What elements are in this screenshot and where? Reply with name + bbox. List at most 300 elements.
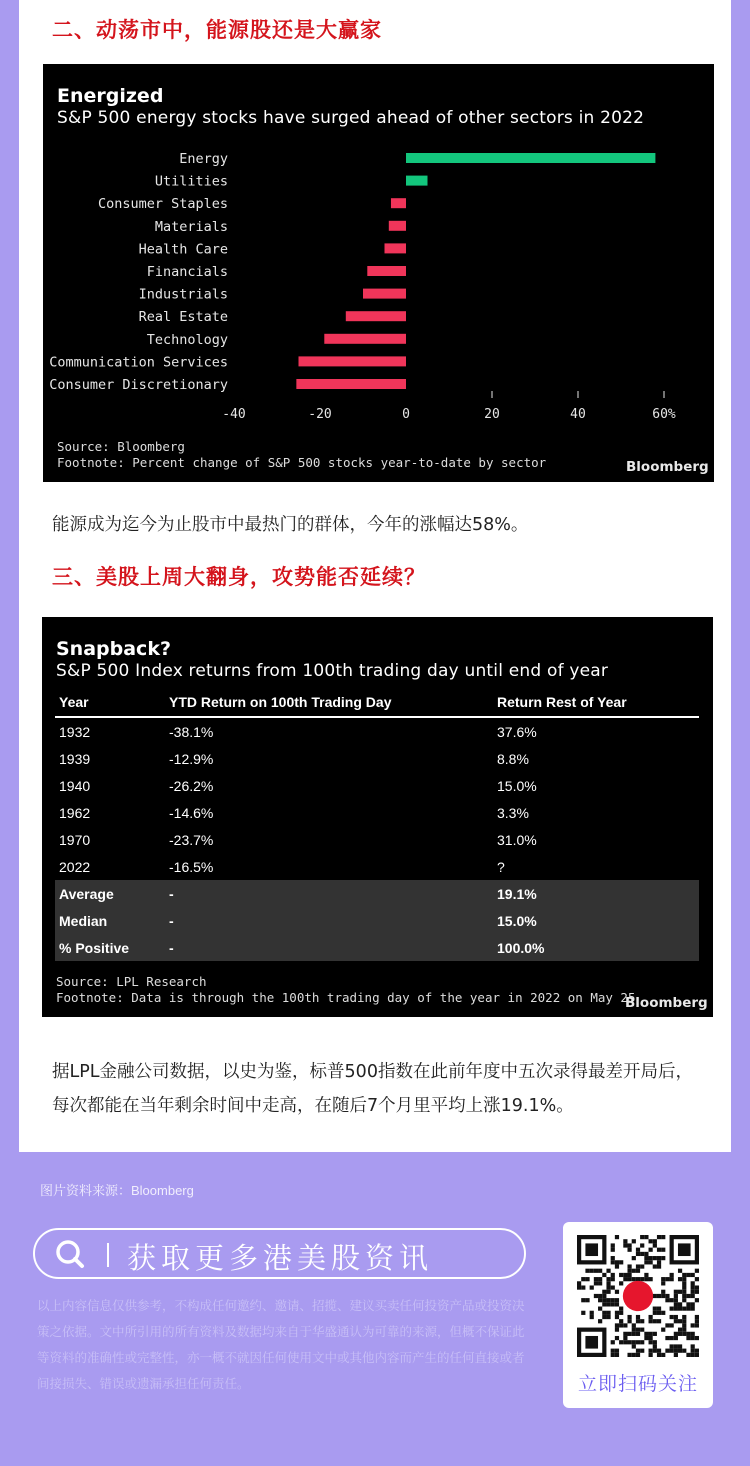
qr-module — [632, 1332, 636, 1336]
category-label: Technology — [146, 331, 228, 348]
qr-module — [640, 1243, 644, 1247]
qr-module — [640, 1328, 644, 1332]
qr-module — [678, 1349, 682, 1353]
qr-module — [636, 1248, 640, 1252]
bar — [363, 289, 406, 299]
qr-module — [665, 1294, 669, 1298]
qr-module — [674, 1307, 678, 1311]
table-cell: 8.8% — [497, 750, 529, 767]
qr-module — [682, 1277, 686, 1281]
qr-module — [644, 1252, 648, 1256]
qr-module — [682, 1273, 686, 1277]
qr-module — [627, 1243, 631, 1247]
qr-module — [640, 1235, 644, 1239]
table-cell: 15.0% — [497, 777, 537, 794]
qr-module — [691, 1285, 695, 1289]
qr-module — [602, 1273, 606, 1277]
table-title: Snapback? — [56, 638, 171, 660]
qr-module — [581, 1277, 585, 1281]
table-row — [55, 745, 699, 772]
qr-module — [594, 1277, 598, 1281]
qr-module — [577, 1281, 581, 1285]
qr-module — [615, 1298, 619, 1302]
qr-module — [611, 1248, 615, 1252]
qr-module — [695, 1290, 699, 1294]
qr-module — [674, 1349, 678, 1353]
qr-module — [695, 1269, 699, 1273]
search-icon — [51, 1234, 91, 1274]
qr-module — [636, 1349, 640, 1353]
table-footnote: Footnote: Data is through the 100th trading day of the year in 2022 on May 25 — [56, 990, 636, 1005]
qr-module — [636, 1340, 640, 1344]
search-banner[interactable] — [33, 1228, 526, 1279]
qr-module — [615, 1260, 619, 1264]
table-cell: -23.7% — [169, 831, 214, 848]
category-label: Financials — [146, 264, 228, 280]
qr-module — [640, 1349, 644, 1353]
qr-module — [627, 1273, 631, 1277]
bar — [406, 176, 428, 186]
qr-module — [678, 1277, 682, 1281]
qr-module — [615, 1353, 619, 1357]
qr-module — [678, 1302, 682, 1306]
qr-module — [640, 1264, 644, 1268]
table-cell: 3.3% — [497, 804, 529, 821]
qr-module — [611, 1298, 615, 1302]
qr-module — [653, 1239, 657, 1243]
qr-module — [674, 1315, 678, 1319]
qr-module — [602, 1302, 606, 1306]
qr-module — [615, 1323, 619, 1327]
qr-module — [581, 1285, 585, 1289]
qr-module — [674, 1332, 678, 1336]
qr-module — [598, 1319, 602, 1323]
qr-module — [691, 1349, 695, 1353]
qr-module — [691, 1307, 695, 1311]
table-cell: % Positive — [59, 939, 130, 956]
qr-module — [632, 1269, 636, 1273]
qr-module — [678, 1269, 682, 1273]
qr-module — [611, 1349, 615, 1353]
table-cell: 37.6% — [497, 723, 537, 740]
table-source: Source: LPL Research — [56, 974, 207, 989]
qr-module — [594, 1269, 598, 1273]
qr-module — [649, 1336, 653, 1340]
qr-module — [649, 1315, 653, 1319]
qr-module — [606, 1311, 610, 1315]
qr-module — [657, 1349, 661, 1353]
qr-module — [686, 1336, 690, 1340]
qr-module — [682, 1323, 686, 1327]
bloomberg-logo: Bloomberg — [626, 459, 709, 475]
qr-module — [682, 1328, 686, 1332]
qr-module — [598, 1294, 602, 1298]
table-row — [55, 826, 699, 853]
category-label: Consumer Staples — [97, 196, 228, 213]
table-cell: Average — [59, 885, 114, 902]
qr-module — [691, 1273, 695, 1277]
table-cell: -16.5% — [169, 858, 214, 875]
qr-module — [678, 1243, 691, 1256]
qr-module — [611, 1302, 615, 1306]
qr-module — [611, 1256, 615, 1260]
qr-module — [644, 1235, 648, 1239]
qr-module — [606, 1298, 610, 1302]
qr-module — [657, 1311, 661, 1315]
qr-card[interactable] — [563, 1222, 713, 1408]
table-cell: 1970 — [59, 831, 91, 848]
qr-module — [649, 1248, 653, 1252]
category-label: Industrials — [138, 286, 228, 303]
qr-module — [644, 1260, 648, 1264]
qr-module — [657, 1260, 661, 1264]
qr-module — [665, 1277, 669, 1281]
qr-module — [678, 1290, 682, 1294]
qr-module — [670, 1336, 674, 1340]
table-cell: -12.9% — [169, 750, 214, 767]
qr-module — [661, 1248, 665, 1252]
qr-module — [649, 1349, 653, 1353]
bar — [296, 379, 406, 389]
qr-module — [670, 1307, 674, 1311]
qr-module — [644, 1273, 648, 1277]
qr-module — [636, 1353, 640, 1357]
tick-label: 60% — [652, 407, 676, 422]
qr-module — [602, 1290, 606, 1294]
qr-module — [623, 1239, 627, 1243]
qr-module — [581, 1298, 585, 1302]
snapback-table-image — [42, 617, 713, 1017]
qr-module — [606, 1302, 610, 1306]
qr-module — [665, 1298, 669, 1302]
qr-module — [644, 1332, 648, 1336]
qr-module — [682, 1307, 686, 1311]
qr-module — [653, 1349, 657, 1353]
qr-module — [632, 1328, 636, 1332]
qr-module — [657, 1294, 661, 1298]
qr-module — [653, 1256, 657, 1260]
table-row — [55, 799, 699, 826]
tick-label: -40 — [222, 407, 246, 422]
qr-module — [632, 1323, 636, 1327]
table-header — [55, 688, 699, 718]
qr-module — [636, 1319, 640, 1323]
table-body — [55, 718, 699, 961]
qr-module — [615, 1336, 619, 1340]
table-subtitle: S&P 500 Index returns from 100th trading day until end of year — [56, 661, 609, 681]
qr-module — [678, 1319, 682, 1323]
qr-module — [644, 1336, 648, 1340]
qr-module — [627, 1277, 631, 1281]
table-cell: - — [169, 885, 174, 902]
stat-row — [55, 907, 699, 934]
table-cell: -38.1% — [169, 723, 214, 740]
table-cell: 1932 — [59, 723, 91, 740]
qr-module — [678, 1328, 682, 1332]
qr-module — [615, 1311, 619, 1315]
table-cell: 100.0% — [497, 939, 545, 956]
qr-caption: 立即扫码关注 — [577, 1373, 698, 1395]
chart-footnote: Footnote: Percent change of S&P 500 stocks year-to-date by sector — [57, 455, 547, 470]
qr-module — [627, 1269, 631, 1273]
qr-module — [691, 1281, 695, 1285]
qr-module — [695, 1323, 699, 1327]
qr-module — [632, 1239, 636, 1243]
qr-module — [640, 1277, 644, 1281]
col-year: Year — [59, 694, 89, 710]
qr-module — [636, 1332, 640, 1336]
qr-module — [665, 1323, 669, 1327]
bar — [391, 198, 406, 208]
qr-module — [661, 1235, 665, 1239]
qr-module — [674, 1353, 678, 1357]
qr-module — [632, 1353, 636, 1357]
qr-module — [602, 1298, 606, 1302]
qr-module — [611, 1273, 615, 1277]
qr-module — [585, 1277, 589, 1281]
qr-module — [636, 1328, 640, 1332]
qr-module — [691, 1336, 695, 1340]
category-label: Consumer Discretionary — [49, 377, 228, 393]
qr-module — [640, 1319, 644, 1323]
qr-module — [649, 1260, 653, 1264]
qr-module — [695, 1315, 699, 1319]
qr-module — [636, 1252, 640, 1256]
qr-module — [691, 1294, 695, 1298]
qr-module — [623, 1332, 627, 1336]
qr-module — [577, 1285, 581, 1289]
qr-module — [606, 1277, 610, 1281]
qr-module — [585, 1298, 589, 1302]
qr-module — [623, 1273, 627, 1277]
table-cell: 1962 — [59, 804, 91, 821]
stat-row — [55, 880, 699, 907]
qr-module — [611, 1277, 615, 1281]
qr-module — [691, 1323, 695, 1327]
qr-module — [661, 1277, 665, 1281]
table-cell: - — [169, 939, 174, 956]
bloomberg-logo: Bloomberg — [625, 995, 708, 1011]
qr-module — [632, 1256, 636, 1260]
qr-module — [670, 1273, 674, 1277]
qr-module — [686, 1332, 690, 1336]
qr-module — [670, 1323, 674, 1327]
qr-module — [686, 1294, 690, 1298]
qr-module — [606, 1290, 610, 1294]
tick-label: -20 — [308, 407, 332, 422]
search-banner-text: 获取更多港美股资讯 — [127, 1241, 434, 1275]
qr-module — [590, 1269, 594, 1273]
qr-module — [615, 1315, 619, 1319]
qr-module — [674, 1344, 678, 1348]
qr-module — [657, 1307, 661, 1311]
qr-module — [670, 1315, 674, 1319]
qr-module — [653, 1243, 657, 1247]
qr-module — [590, 1315, 594, 1319]
qr-module — [661, 1294, 665, 1298]
bar — [389, 221, 406, 231]
bar — [367, 266, 406, 276]
qr-module — [640, 1340, 644, 1344]
qr-module — [670, 1344, 674, 1348]
qr-module — [619, 1260, 623, 1264]
qr-module — [682, 1298, 686, 1302]
table-row — [55, 772, 699, 799]
section2-paragraph: 能源成为迄今为止股市中最热门的群体，今年的涨幅达58%。 — [52, 515, 529, 535]
section3-heading: 三、美股上周大翻身，攻势能否延续？ — [52, 565, 426, 589]
qr-module — [606, 1281, 610, 1285]
returns-table — [55, 688, 699, 961]
qr-module — [653, 1294, 657, 1298]
qr-module — [674, 1336, 678, 1340]
qr-module — [598, 1277, 602, 1281]
qr-module — [627, 1315, 631, 1319]
qr-module — [653, 1332, 657, 1336]
category-label: Utilities — [154, 173, 228, 190]
qr-module — [594, 1294, 598, 1298]
qr-module — [585, 1243, 598, 1256]
col-ytd: YTD Return on 100th Trading Day — [169, 694, 392, 710]
qr-module — [602, 1315, 606, 1319]
qr-module — [649, 1353, 653, 1357]
qr-module — [686, 1273, 690, 1277]
qr-module — [661, 1256, 665, 1260]
qr-code-icon — [577, 1235, 699, 1357]
table-row — [55, 718, 699, 745]
qr-module — [636, 1277, 640, 1281]
qr-module — [611, 1260, 615, 1264]
qr-module — [657, 1353, 661, 1357]
qr-module — [682, 1281, 686, 1285]
disclaimer: 以上内容信息仅供参考，不构成任何邀约、邀请、招揽、建议买卖任何投资产品或投资决策之依据。文中所引用的所有资料及数据均来自于华盛通认为可靠的来源，但概不保证此等资料的准确性或完整性，亦一概不就因任何使用文中或其他内容而产生的任何直接或者间接损失、错误或遗漏承担任何责任。 — [37, 1298, 525, 1391]
qr-module — [627, 1353, 631, 1357]
qr-module — [686, 1307, 690, 1311]
bar — [385, 243, 407, 253]
table-cell: 19.1% — [497, 885, 537, 902]
tick-label: 20 — [484, 407, 500, 422]
qr-module — [615, 1290, 619, 1294]
qr-module — [632, 1340, 636, 1344]
bar — [406, 153, 655, 163]
qr-module — [644, 1277, 648, 1281]
qr-module — [619, 1281, 623, 1285]
qr-module — [644, 1256, 648, 1260]
qr-module — [640, 1252, 644, 1256]
qr-module — [649, 1340, 653, 1344]
qr-module — [598, 1298, 602, 1302]
qr-module — [619, 1311, 623, 1315]
chart-subtitle: S&P 500 energy stocks have surged ahead of other sectors in 2022 — [57, 108, 645, 128]
qr-module — [590, 1285, 594, 1289]
qr-module — [627, 1340, 631, 1344]
qr-module — [682, 1290, 686, 1294]
qr-module — [661, 1311, 665, 1315]
qr-module — [632, 1344, 636, 1348]
qr-module — [695, 1353, 699, 1357]
qr-module — [623, 1277, 627, 1281]
tick-label: 40 — [570, 407, 586, 422]
qr-module — [615, 1302, 619, 1306]
qr-module — [590, 1311, 594, 1315]
qr-module — [691, 1332, 695, 1336]
qr-module — [636, 1264, 640, 1268]
table-cell: -26.2% — [169, 777, 214, 794]
table-cell: 2022 — [59, 858, 91, 875]
table-cell: 15.0% — [497, 912, 537, 929]
table-cell: Median — [59, 912, 108, 929]
image-source-note: 图片资料来源：Bloomberg — [40, 1183, 194, 1198]
category-label: Real Estate — [138, 309, 228, 326]
qr-module — [682, 1332, 686, 1336]
qr-module — [627, 1332, 631, 1336]
qr-module — [653, 1307, 657, 1311]
qr-module — [585, 1269, 589, 1273]
qr-module — [602, 1311, 606, 1315]
qr-module — [682, 1319, 686, 1323]
table-cell: -14.6% — [169, 804, 214, 821]
qr-module — [619, 1323, 623, 1327]
bar-chart-svg — [43, 64, 714, 444]
col-rest: Return Rest of Year — [497, 694, 627, 710]
qr-module — [602, 1294, 606, 1298]
table-cell: ? — [497, 858, 505, 875]
qr-module — [674, 1298, 678, 1302]
qr-module — [623, 1340, 627, 1344]
qr-module — [615, 1349, 619, 1353]
qr-module — [611, 1243, 615, 1247]
category-label: Materials — [154, 218, 228, 235]
qr-module — [619, 1273, 623, 1277]
separator — [107, 1243, 109, 1267]
qr-module — [611, 1285, 615, 1289]
qr-module — [695, 1285, 699, 1289]
bar — [299, 356, 407, 366]
qr-module — [606, 1315, 610, 1319]
qr-module — [623, 1323, 627, 1327]
qr-module — [665, 1349, 669, 1353]
qr-module — [657, 1235, 661, 1239]
qr-module — [661, 1353, 665, 1357]
qr-module — [661, 1328, 665, 1332]
qr-module — [682, 1315, 686, 1319]
qr-module — [636, 1315, 640, 1319]
qr-module — [674, 1294, 678, 1298]
qr-module — [636, 1269, 640, 1273]
qr-module — [653, 1319, 657, 1323]
qr-module — [682, 1294, 686, 1298]
qr-module — [695, 1298, 699, 1302]
category-label: Communication Services — [49, 354, 228, 371]
qr-module — [611, 1340, 615, 1344]
qr-module — [670, 1298, 674, 1302]
qr-module — [623, 1243, 627, 1247]
qr-module — [695, 1349, 699, 1353]
chart-source: Source: Bloomberg — [57, 439, 185, 454]
qr-module — [657, 1256, 661, 1260]
table-cell: - — [169, 912, 174, 929]
weibo-logo-icon — [623, 1281, 653, 1311]
qr-module — [691, 1353, 695, 1357]
table-cell: 1940 — [59, 777, 91, 794]
qr-module — [619, 1340, 623, 1344]
qr-module — [657, 1248, 661, 1252]
qr-module — [606, 1269, 610, 1273]
qr-module — [619, 1319, 623, 1323]
qr-module — [581, 1311, 585, 1315]
qr-module — [594, 1281, 598, 1285]
category-label: Energy — [179, 151, 228, 167]
qr-module — [691, 1344, 695, 1348]
